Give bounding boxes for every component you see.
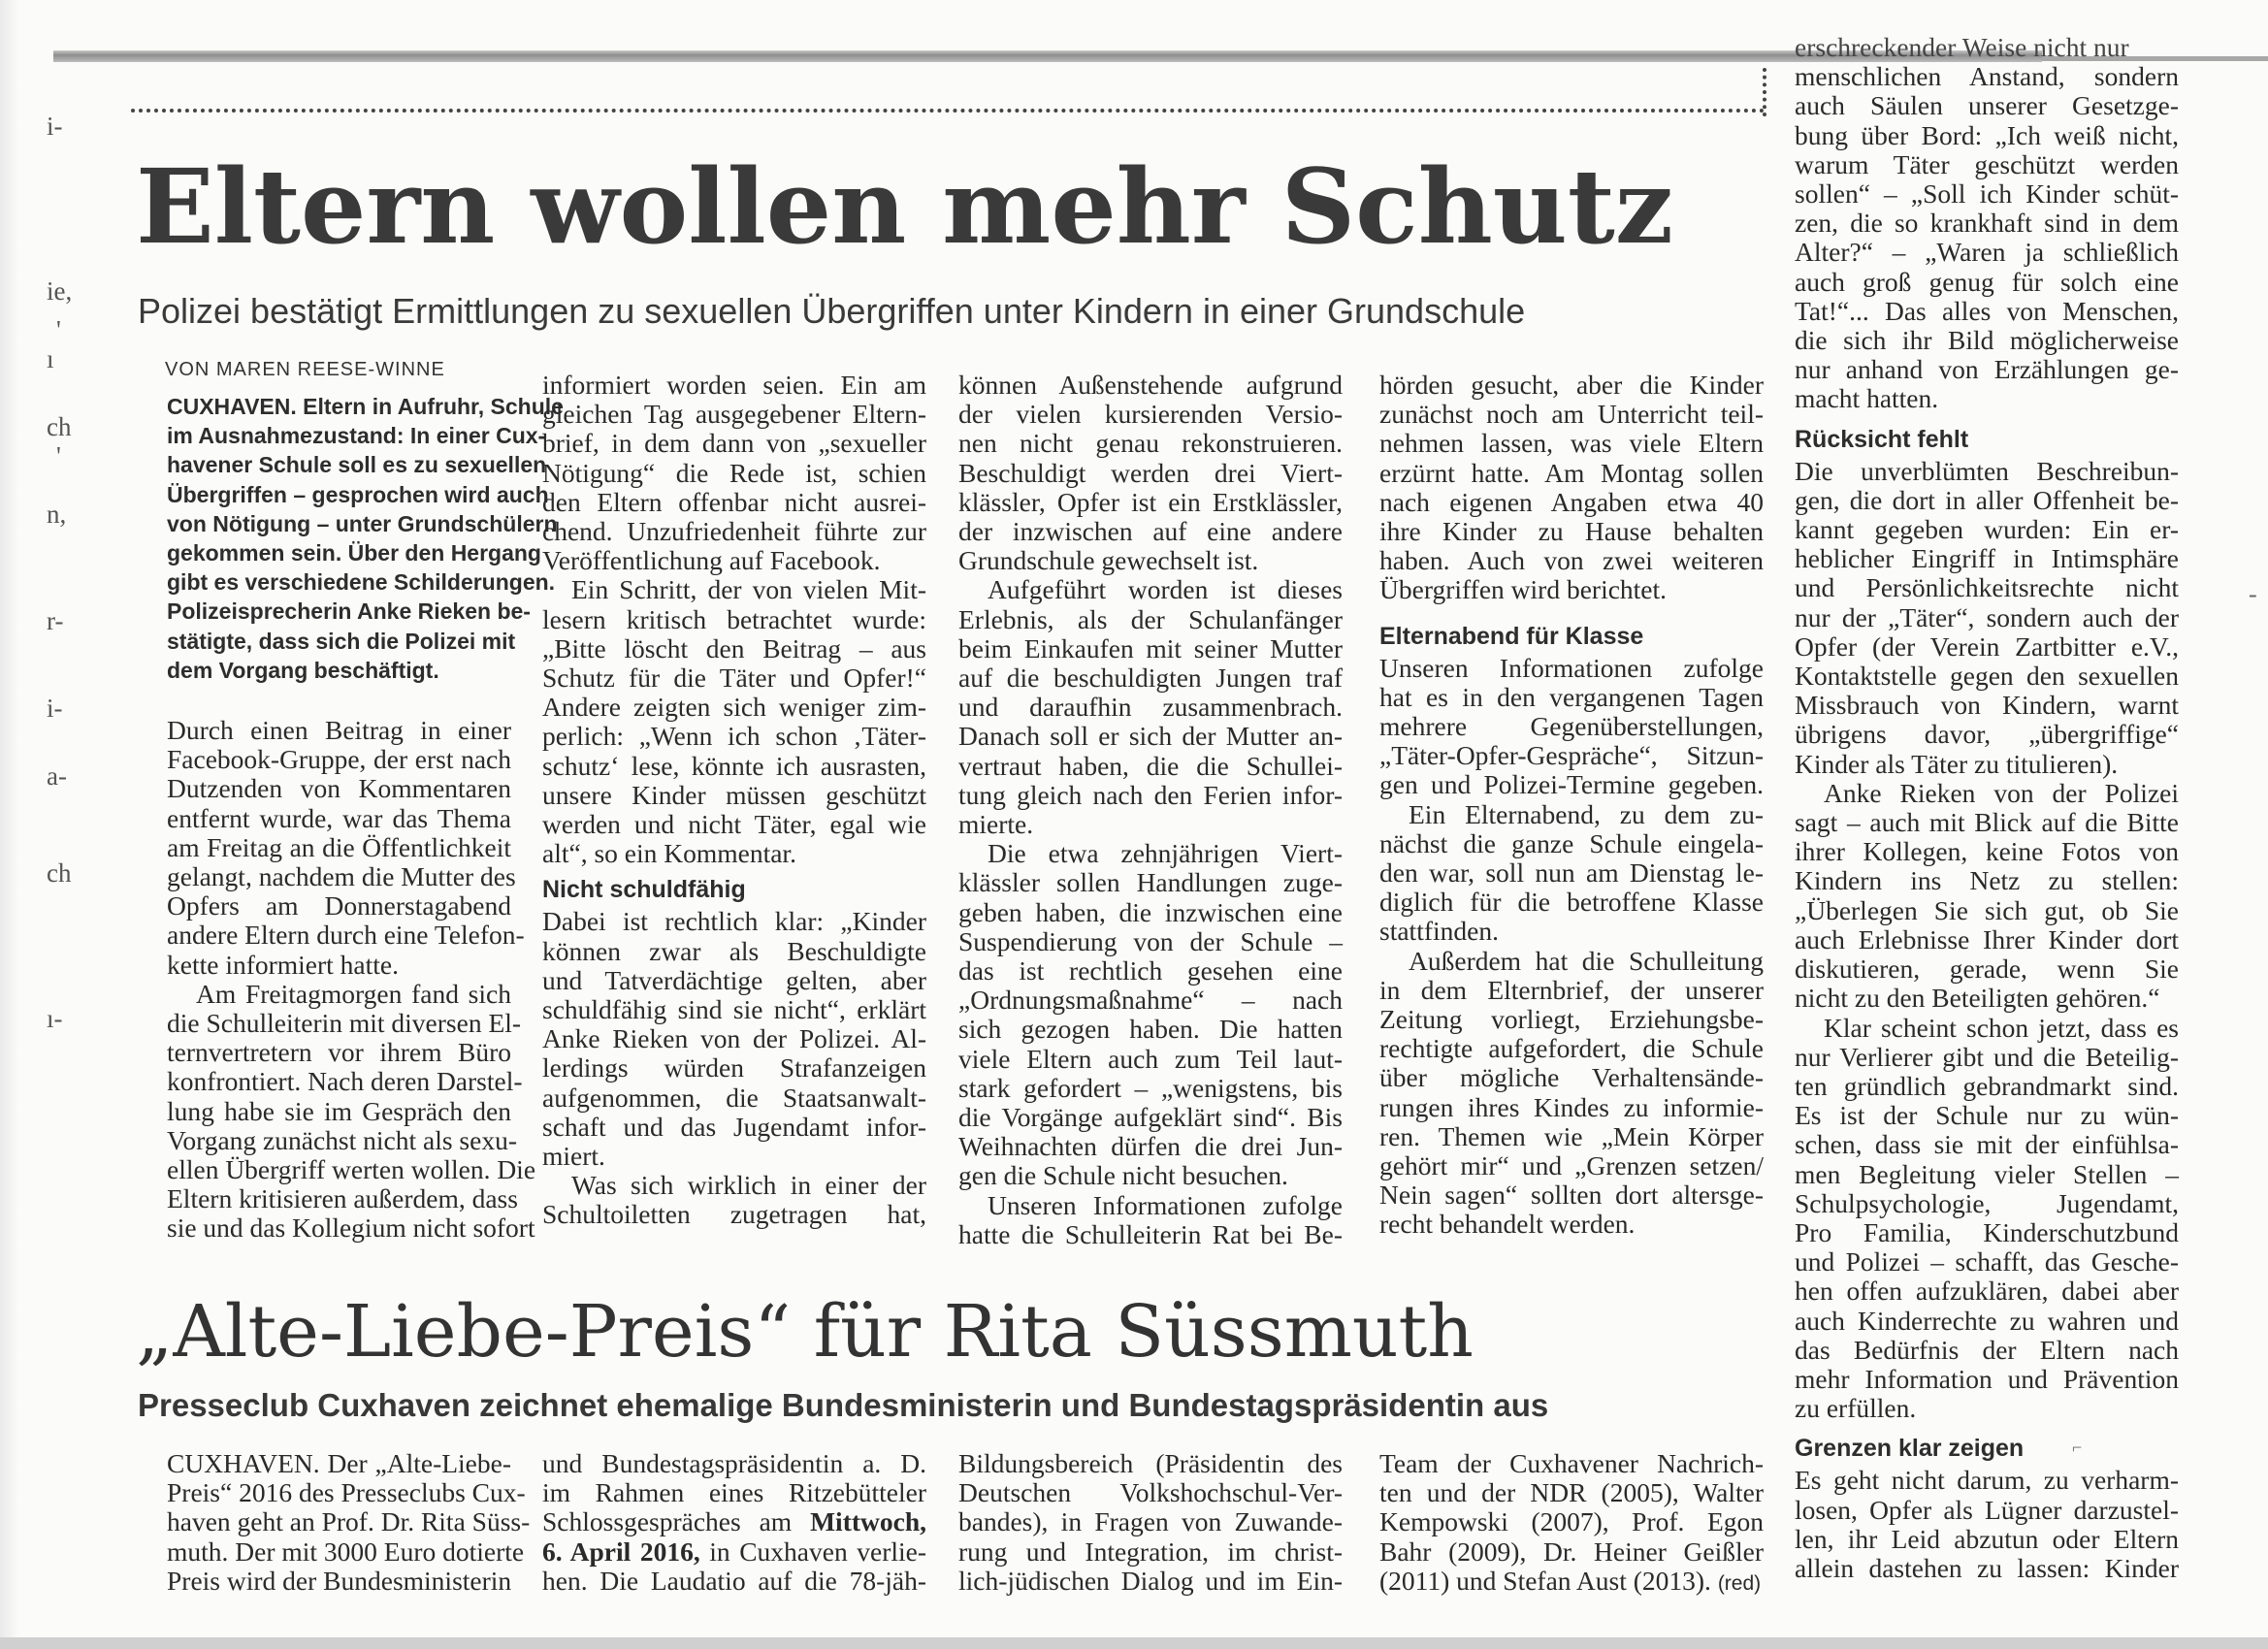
text-line: kette informiert hatte.	[167, 949, 400, 980]
article-column-1	[167, 392, 564, 1244]
article-column-2	[542, 371, 926, 1230]
text-line: zu erfüllen.	[1795, 1393, 1917, 1424]
text-line: Die etwa zehnjährigen Viert-	[988, 838, 1343, 869]
article-headline: Eltern wollen mehr Schutz	[136, 146, 1673, 267]
sidebar-block-3	[1795, 1466, 2179, 1583]
margin-fragment: ch	[47, 858, 72, 888]
text-line: chend. Unzufriedenheit führte zur	[542, 516, 926, 547]
margin-fragment: i-	[47, 694, 63, 723]
article-column-4-part-a	[1379, 371, 1764, 605]
margin-fragment: ie,	[47, 276, 73, 306]
text-line: zen, die so krankhaft sind in dem	[1795, 208, 2179, 239]
text-line: gleichen Tag ausgegebener Eltern-	[542, 399, 926, 430]
text-line: und Tatverdächtige gelten, aber	[542, 964, 926, 995]
text-line: gen die Schule nicht besuchen.	[958, 1160, 1288, 1191]
text-line: hat es in den vergangenen Tagen	[1379, 681, 1764, 712]
text-line: Weihnachten dürfen die drei Jun-	[958, 1131, 1343, 1162]
text-line: sagt – auch mit Blick auf die Bitte	[1795, 807, 2179, 838]
margin-fragment: '	[56, 441, 61, 470]
text-line: Polizeisprecherin Anke Rieken be-	[167, 598, 531, 625]
text-line: Es geht nicht darum, zu verharm-	[1795, 1465, 2179, 1496]
text-line: bandes), in Fragen von Zuwande-	[958, 1506, 1343, 1537]
text-line: schen, dass sie mit der einfühlsa-	[1795, 1129, 2179, 1160]
text-line: „Täter-Opfer-Gespräche“, Sitzun-	[1379, 740, 1764, 771]
author-signature: (red)	[1717, 1571, 1762, 1595]
text-line: die sich ihr Bild möglicherweise	[1795, 325, 2179, 356]
stray-mark: ⌐	[2072, 1438, 2083, 1457]
text-line: Nein sagen“ sollten dort altersge-	[1379, 1180, 1764, 1211]
article2-col2-line4: 6. April 2016, in Cuxhaven verlie-	[542, 1536, 927, 1567]
article2-col2-line5: hen. Die Laudatio auf die 78-jäh-	[542, 1565, 926, 1596]
text-line: mehr Information und Prävention	[1795, 1363, 2179, 1394]
article-column-3-body	[958, 371, 1343, 1249]
text-line: unsere Kinder müssen geschützt	[542, 779, 926, 810]
text-line: auch Kinderrechte zu wahren und	[1795, 1305, 2179, 1336]
text-line: auch Säulen unserer Gesetzge-	[1795, 90, 2179, 121]
text-line: das Bedürfnis der Eltern nach	[1795, 1334, 2179, 1365]
text-line: Opfers am Donnerstagabend	[167, 890, 511, 922]
text-line: warum Täter geschützt werden	[1795, 148, 2179, 179]
text-line: mierte.	[958, 809, 1034, 840]
text-line: übrigens davor, „übergriffige“	[1795, 719, 2179, 750]
text-line: tung gleich nach den Ferien infor-	[958, 779, 1343, 810]
text-line: und Polizei – schafft, das Gesche-	[1795, 1246, 2179, 1277]
text-line: perlich: „Wenn ich schon ‚Täter-	[542, 721, 926, 752]
text-line: nehmen lassen, was viele Eltern	[1379, 428, 1764, 459]
text-line: Alter?“ – „Waren ja schließlich	[1795, 237, 2179, 268]
text-line: Kempowski (2007), Prof. Egon	[1379, 1506, 1764, 1537]
text-line: die Vorgänge aufgeklärt sind“. Bis	[958, 1102, 1343, 1133]
sidebar-heading-ruecksicht: Rücksicht fehlt	[1795, 425, 1969, 453]
section-heading-nicht-schuldfaehig: Nicht schuldfähig	[542, 876, 746, 904]
text-line: gehört mir“ und „Grenzen setzen/	[1379, 1150, 1764, 1181]
text-line: gibt es verschiedene Schilderungen.	[167, 569, 556, 596]
text-line: muth. Der mit 3000 Euro dotierte	[167, 1536, 525, 1567]
text-line: Nötigung“ die Rede ist, schien	[542, 457, 926, 488]
text-line: über mögliche Verhaltensände-	[1379, 1062, 1764, 1093]
text-line: und daraufhin zusammenbrach.	[958, 692, 1343, 723]
scan-edge-shadow	[0, 0, 19, 1649]
text-line: recht behandelt werden.	[1379, 1209, 1636, 1240]
text-line: Anke Rieken von der Polizei. Al-	[542, 1023, 926, 1054]
text-line: ihre Kinder zu Hause behalten	[1379, 516, 1764, 547]
section-heading-elternabend: Elternabend für Klasse	[1379, 622, 1644, 650]
sidebar-heading-grenzen: Grenzen klar zeigen	[1795, 1435, 2025, 1463]
article2-column-4	[1379, 1449, 1764, 1599]
text-line: dem Vorgang beschäftigt.	[167, 657, 439, 683]
article2-column-3	[958, 1449, 1343, 1596]
text-line: ternvertretern vor ihrem Büro	[167, 1037, 511, 1068]
text-line: erzürnt hatte. Am Montag sollen	[1379, 457, 1764, 488]
text-line: am Freitag an die Öffentlichkeit	[167, 831, 511, 862]
text-line: Zeitung vorliegt, Erziehungsbe-	[1379, 1004, 1764, 1035]
text-line: hatte die Schulleiterin Rat bei Be-	[958, 1218, 1343, 1249]
text-line: Dabei ist rechtlich klar: „Kinder	[542, 906, 926, 937]
text-line: men Begleitung vieler Stellen –	[1795, 1158, 2179, 1189]
text-line: ihrer Kollegen, keine Fotos von	[1795, 836, 2179, 867]
text-line: Missbrauch von Kindern, warnt	[1795, 690, 2179, 721]
sidebar-clipped-line: erschreckender Weise nicht nur	[1795, 32, 2129, 62]
text-line: diglich für die betroffene Klasse	[1379, 887, 1764, 918]
text-line: nur anhand von Erzählungen ge-	[1795, 354, 2179, 385]
margin-fragment: n,	[47, 500, 67, 529]
text-line: schutz‘ lese, könnte ich ausrasten,	[542, 750, 926, 781]
article2-subheadline: Presseclub Cuxhaven zeichnet ehemalige Bundesministerin und Bundestagspräsidentin aus	[138, 1387, 1549, 1423]
text-line: und Persönlichkeitsrechte nicht	[1795, 572, 2179, 603]
text-line: den Eltern offenbar nicht ausrei-	[542, 486, 926, 517]
text-line: ten gründlich gebrandmarkt sind.	[1795, 1070, 2179, 1101]
text-line: mehrere Gegenüberstellungen,	[1379, 711, 1764, 742]
text-line: gen, die dort in aller Offenheit be-	[1795, 484, 2179, 515]
left-margin-fragments	[47, 87, 85, 1445]
text-line: auch Erlebnisse Ihrer Kinder dort	[1795, 923, 2179, 954]
text-line: „Ordnungsmaßnahme“ – nach	[958, 985, 1343, 1016]
dotted-separator	[131, 109, 1766, 113]
text-line: hörden gesucht, aber die Kinder	[1379, 370, 1764, 400]
sidebar-column	[1795, 32, 2179, 1637]
article-subheadline: Polizei bestätigt Ermittlungen zu sexuellen Übergriffen unter Kindern in einer Grundschule	[138, 291, 1526, 331]
text-line: nen nicht genau rekonstruieren.	[958, 428, 1343, 459]
text-line: Vorgang zunächst nicht als sexu-	[167, 1124, 517, 1155]
top-rule-band	[53, 50, 2042, 62]
text-line: gekommen sein. Über den Hergang	[167, 540, 541, 566]
text-line: Deutschen Volkshochschul-Ver-	[958, 1477, 1343, 1508]
article-column-4	[1379, 371, 1764, 1240]
text-line: rung und Integration, im christ-	[958, 1536, 1343, 1567]
text-line: Bahr (2009), Dr. Heiner Geißler	[1379, 1536, 1764, 1567]
text-line: Klar scheint schon jetzt, dass es	[1824, 1012, 2179, 1043]
text-line: nicht zu den Beteiligten gehören.“	[1795, 983, 2160, 1014]
text-line: und Bundestagspräsidentin a. D.	[542, 1448, 926, 1478]
text-line: lich-jüdischen Dialog und im Ein-	[958, 1565, 1343, 1596]
text-line: der inzwischen auf eine andere	[958, 516, 1343, 547]
article-lead	[167, 392, 564, 685]
text-line: CUXHAVEN. Der „Alte-Liebe-	[167, 1448, 511, 1478]
text-line: Außerdem hat die Schulleitung	[1409, 945, 1764, 976]
text-line: CUXHAVEN. Eltern in Aufruhr, Schule	[167, 394, 564, 419]
text-line: geben haben, die inzwischen eine	[958, 896, 1343, 927]
text-line: werden und nicht Täter, egal wie	[542, 809, 926, 840]
article-column-4-part-b	[1379, 654, 1764, 1240]
text-line: nur Verlierer gibt und die Beteilig-	[1795, 1041, 2179, 1072]
text-line: sie und das Kollegium nicht sofort	[167, 1212, 535, 1244]
text-line: informiert worden seien. Ein am	[542, 370, 926, 400]
text-line: stattfinden.	[1379, 916, 1499, 947]
text-line: miert.	[542, 1141, 605, 1172]
text-line: aufgenommen, die Staatsanwalt-	[542, 1082, 926, 1113]
article2-column-2	[542, 1449, 926, 1596]
text-line: im Rahmen eines Ritzebütteler	[542, 1477, 926, 1508]
text-line: bung über Bord: „Ich weiß nicht,	[1795, 119, 2179, 150]
text-line: schuldfähig sind sie nicht“, erklärt	[542, 994, 926, 1025]
text-line: Schulpsychologie, Jugendamt,	[1795, 1187, 2179, 1218]
text-line: schaft und das Jugendamt infor-	[542, 1111, 926, 1142]
text-line: ellen Übergriff werten wollen. Die	[167, 1154, 536, 1185]
text-line: andere Eltern durch eine Telefon-	[167, 920, 525, 951]
text-line: nach eigenen Angaben etwa 40	[1379, 486, 1764, 517]
text-line: lesern kritisch betrachtet wurde:	[542, 603, 926, 634]
article-column-2-part-a	[542, 371, 926, 868]
text-line: klässler sollen Handlungen zuge-	[958, 867, 1343, 898]
text-line: ten und der NDR (2005), Walter	[1379, 1477, 1764, 1508]
text-line: Ein Elternabend, zu dem zu-	[1409, 798, 1764, 829]
stray-mark: -	[2249, 580, 2257, 608]
text-line: havener Schule soll es zu sexuellen	[167, 452, 547, 478]
margin-fragment: a-	[47, 761, 67, 791]
text-line: Tat!“... Das alles von Menschen,	[1795, 295, 2179, 326]
text-line: Es ist der Schule nur zu wün-	[1795, 1100, 2179, 1131]
text-line: alt“, so ein Kommentar.	[542, 838, 796, 869]
margin-fragment: ı-	[47, 1004, 63, 1033]
text-line: lerdings würden Strafanzeigen	[542, 1052, 926, 1083]
text-line: heblicher Eingriff in Intimsphäre	[1795, 543, 2179, 574]
text-line: den war, soll nun am Dienstag le-	[1379, 857, 1764, 889]
text-line: Facebook-Gruppe, der erst nach	[167, 744, 511, 775]
text-line: Opfer (der Verein Zartbitter e.V.,	[1795, 630, 2179, 662]
text-line: Anke Rieken von der Polizei	[1824, 777, 2179, 808]
text-line: rungen ihres Kindes zu informie-	[1379, 1091, 1764, 1122]
text-line: macht hatten.	[1795, 383, 1939, 414]
text-line: in dem Elternbrief, der unserer	[1379, 974, 1764, 1005]
text-line: entfernt wurde, war das Thema	[167, 802, 511, 833]
text-line: Schultoiletten zugetragen hat,	[542, 1199, 926, 1230]
text-line: hen offen aufzuklären, dabei aber	[1795, 1276, 2179, 1307]
text-line: stark gefordert – „wenigstens, bis	[958, 1072, 1343, 1103]
text-line: lung habe sie im Gespräch den	[167, 1095, 511, 1126]
text-line: Beschuldigt werden drei Viert-	[958, 457, 1343, 488]
text-line: Was sich wirklich in einer der	[571, 1170, 926, 1201]
text-line: sich gezogen haben. Die hatten	[958, 1014, 1343, 1045]
margin-fragment: '	[56, 315, 61, 344]
article-column-2-part-b	[542, 907, 926, 1229]
text-line: stätigte, dass sich die Polizei mit	[167, 628, 516, 654]
text-line: Team der Cuxhavener Nachrich-	[1379, 1448, 1764, 1478]
text-line: auf die beschuldigten Jungen traf	[958, 663, 1343, 694]
text-line: zunächst noch am Unterricht teil-	[1379, 399, 1764, 430]
margin-fragment: r-	[47, 606, 64, 635]
text-line: das ist rechtlich gesehen eine	[958, 955, 1343, 986]
text-line: von Nötigung – unter Grundschülern	[167, 510, 558, 536]
text-line: Am Freitagmorgen fand sich	[196, 978, 511, 1009]
article-byline: VON MAREN REESE-WINNE	[165, 359, 445, 380]
text-line: menschlichen Anstand, sondern	[1795, 61, 2179, 92]
margin-fragment: i-	[47, 112, 63, 141]
margin-fragment: ı	[47, 344, 54, 373]
text-line: Kindern ins Netz zu stellen:	[1795, 865, 2179, 896]
article-column-3	[958, 371, 1343, 1249]
text-line: vertraut haben, die die Schullei-	[958, 750, 1343, 781]
text-line: im Ausnahmezustand: In einer Cux-	[167, 423, 546, 449]
text-line: Die unverblümten Beschreibun-	[1795, 455, 2179, 486]
dotted-separator-vertical	[1763, 68, 1766, 116]
margin-fragment: ch	[47, 412, 72, 441]
article-column-1-body	[167, 715, 536, 1244]
text-line: Kontaktstelle gegen den sexuellen	[1795, 661, 2179, 692]
text-line: Preis“ 2016 des Presseclubs Cux-	[167, 1477, 526, 1508]
scan-bottom-edge	[0, 1637, 2268, 1649]
text-line: Aufgeführt worden ist dieses	[988, 574, 1343, 605]
text-line: ren. Themen wie „Mein Körper	[1379, 1120, 1764, 1151]
text-line: „Bitte löscht den Beitrag – aus	[542, 632, 926, 663]
text-line: allein dastehen zu lassen: Kinder	[1795, 1552, 2179, 1583]
text-line: Suspendierung von der Schule –	[958, 925, 1343, 956]
text-line: die Schulleiterin mit diversen El-	[167, 1008, 522, 1039]
text-line: viele Eltern auch zum Teil laut-	[958, 1043, 1343, 1074]
text-line: rechtigte aufgefordert, die Schule	[1379, 1033, 1764, 1064]
text-line: nur der „Täter“, sondern auch der	[1795, 601, 2179, 632]
text-line: Kinder als Täter zu titulieren).	[1795, 748, 2119, 779]
text-line: sollen“ – „Soll ich Kinder schüt-	[1795, 178, 2179, 210]
text-line: der vielen kursierenden Versio-	[958, 399, 1343, 430]
text-line: Übergriffen wird berichtet.	[1379, 574, 1668, 605]
text-line: gen und Polizei-Termine gegeben.	[1379, 769, 1764, 800]
text-line: Ein Schritt, der von vielen Mit-	[571, 574, 926, 605]
article2-column-1	[167, 1448, 531, 1596]
text-line: Dutzenden von Kommentaren	[167, 773, 511, 804]
sidebar-block-2	[1795, 457, 2179, 1424]
text-line: Erlebnis, als der Schulanfänger	[958, 603, 1343, 634]
text-line: Eltern kritisieren außerdem, dass	[167, 1183, 518, 1214]
text-line: klässler, Opfer ist ein Erstklässler,	[958, 486, 1343, 517]
text-line: Schutz für die Täter und Opfer!“	[542, 663, 926, 694]
text-line: Übergriffen – gesprochen wird auch	[167, 481, 549, 507]
text-line: beim Einkaufen mit seiner Mutter	[958, 632, 1343, 663]
text-line: Veröffentlichung auf Facebook.	[542, 545, 881, 576]
text-line: konfrontiert. Nach deren Darstel-	[167, 1066, 523, 1097]
text-line: können Außenstehende aufgrund	[958, 370, 1343, 400]
text-line: kannt gegeben wurden: Ein er-	[1795, 514, 2179, 545]
sidebar-block-1	[1795, 62, 2179, 413]
text-line: Unseren Informationen zufolge	[988, 1189, 1343, 1220]
text-line: Bildungsbereich (Präsidentin des	[958, 1448, 1343, 1478]
text-line: haben. Auch von zwei weiteren	[1379, 545, 1764, 576]
text-line: losen, Opfer als Lügner darzustel-	[1795, 1494, 2179, 1525]
text-line: Pro Familia, Kinderschutzbund	[1795, 1216, 2179, 1247]
text-line: Preis wird der Bundesministerin	[167, 1565, 512, 1596]
text-line: len, ihr Leid abzutun oder Eltern	[1795, 1523, 2179, 1554]
text-line: Unseren Informationen zufolge	[1379, 652, 1764, 683]
text-line: Durch einen Beitrag in einer	[167, 715, 511, 746]
text-line: nächst die ganze Schule eingela-	[1379, 827, 1764, 858]
text-line: auch groß genug für solch eine	[1795, 266, 2179, 297]
text-line: gelangt, nachdem die Mutter des	[167, 861, 516, 892]
article2-col2-line3: Schlossgespräches am Mittwoch,	[542, 1506, 926, 1537]
text-line: diskutieren, gerade, wenn Sie	[1795, 954, 2179, 985]
text-line: brief, in dem dann von „sexueller	[542, 428, 926, 459]
article2-col4-last-line: (2011) und Stefan Aust (2013). (red)	[1379, 1565, 1762, 1596]
text-line: Danach soll er sich der Mutter an-	[958, 721, 1343, 752]
text-line: können zwar als Beschuldigte	[542, 935, 926, 966]
text-line: haven geht an Prof. Dr. Rita Süss-	[167, 1506, 531, 1537]
article2-headline: „Alte-Liebe-Preis“ für Rita Süssmuth	[136, 1290, 1474, 1374]
text-line: Andere zeigten sich weniger zim-	[542, 692, 926, 723]
text-line: „Überlegen Sie sich gut, ob Sie	[1795, 894, 2179, 925]
text-line: Grundschule gewechselt ist.	[958, 545, 1259, 576]
